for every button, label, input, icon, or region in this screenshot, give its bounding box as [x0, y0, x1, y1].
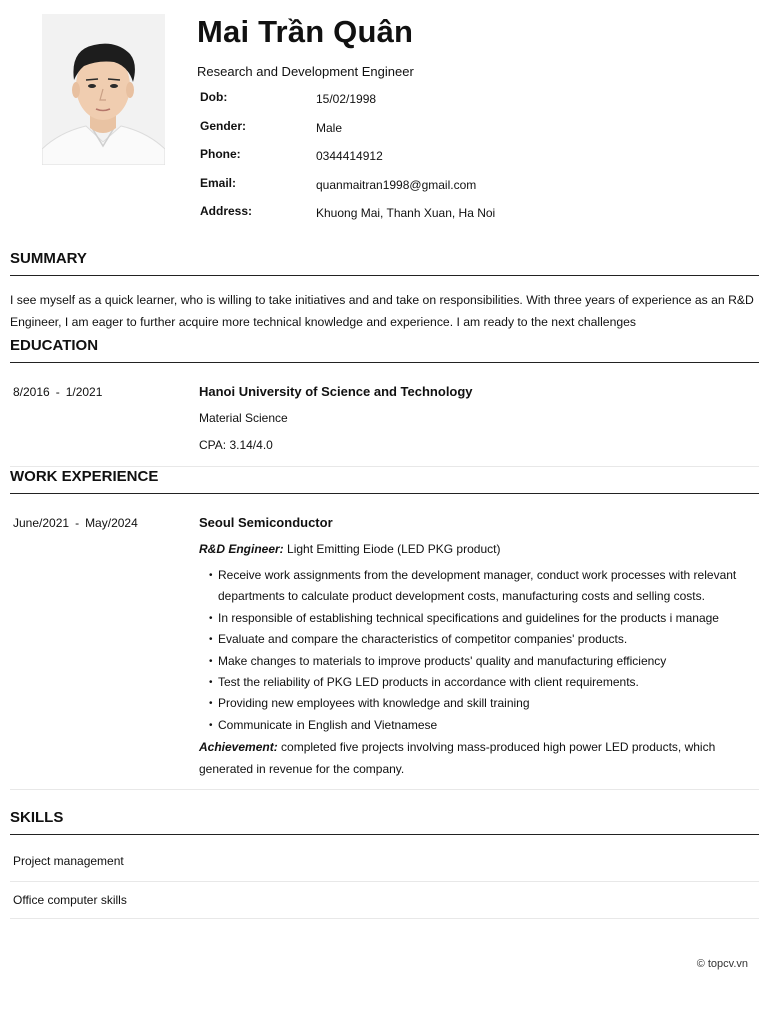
work-heading: WORK EXPERIENCE: [10, 468, 159, 485]
skills-heading: SKILLS: [10, 809, 64, 826]
list-item: • In responsible of establishing technical specifications and guidelines for the products i manage: [199, 608, 759, 629]
candidate-name: Mai Trần Quân: [197, 14, 414, 49]
summary-text: I see myself as a quick learner, who is willing to take initiatives and and take on responsibilities. With three years of experience as an R&D Engineer, I am eager to further acquire more technical knowledge and experience. I am ready to the next challenges: [10, 293, 754, 329]
list-item: • Test the reliability of PKG LED products in accordance with client requirements.: [199, 672, 759, 693]
duties-list: [199, 565, 759, 736]
role-detail: Light Emitting Eiode (LED PKG product): [283, 542, 501, 556]
info-row-address: [200, 202, 495, 231]
education-school: Hanoi University of Science and Technology: [199, 384, 473, 399]
education-cpa: CPA: 3.14/4.0: [199, 438, 273, 452]
info-row-dob: [200, 88, 495, 117]
role-label: R&D Engineer:: [199, 542, 284, 556]
list-item: • Make changes to materials to improve products' quality and manufacturing efficiency: [199, 651, 759, 672]
list-item: • Communicate in English and Vietnamese: [199, 715, 759, 736]
avatar-portrait-icon: [42, 14, 165, 165]
skill-item: Office computer skills: [13, 893, 127, 907]
work-start: June/2021: [13, 516, 70, 530]
entry-divider: [10, 918, 759, 919]
skill-item: Project management: [13, 854, 124, 868]
info-row-phone: [200, 145, 495, 174]
entry-divider: [10, 789, 759, 790]
section-divider: [10, 493, 759, 494]
achievement-text: completed five projects involving mass-produced high power LED products, which generated in revenue for the company.: [199, 740, 716, 776]
entry-divider: [10, 881, 759, 882]
section-divider: [10, 834, 759, 835]
candidate-title: Research and Development Engineer: [197, 64, 414, 79]
section-divider: [10, 362, 759, 363]
summary-heading: SUMMARY: [10, 250, 87, 267]
education-period: [13, 385, 102, 399]
info-value: 15/02/1998: [316, 92, 377, 106]
info-label: Phone:: [200, 147, 241, 161]
education-end: 1/2021: [65, 385, 103, 399]
work-role: [199, 542, 500, 556]
info-label: Address:: [200, 204, 253, 218]
entry-divider: [10, 466, 759, 467]
education-start: 8/2016: [13, 385, 50, 399]
info-value: 0344414912: [316, 149, 383, 163]
work-achievement: [199, 736, 754, 780]
info-value: quanmaitran1998@gmail.com: [316, 177, 477, 192]
education-heading: EDUCATION: [10, 337, 99, 354]
topcv-credit: © topcv.vn: [696, 958, 748, 970]
list-item: • Providing new employees with knowledge and skill training: [199, 693, 759, 714]
achievement-label: Achievement:: [199, 740, 278, 754]
info-label: Dob:: [200, 90, 228, 104]
info-value: Male: [316, 120, 343, 135]
work-company: Seoul Semiconductor: [199, 515, 333, 530]
personal-info-table: [200, 88, 495, 231]
info-value: Khuong Mai, Thanh Xuan, Ha Noi: [316, 206, 496, 220]
info-label: Gender:: [200, 118, 247, 133]
period-separator: -: [75, 516, 80, 530]
list-item: • Receive work assignments from the development manager, conduct work processes with relevant departments to calculate product development costs, manufacturing costs and selling costs.: [199, 565, 759, 608]
info-row-email: [200, 174, 495, 203]
profile-photo: [42, 14, 165, 165]
period-separator: -: [55, 385, 60, 399]
info-row-gender: [200, 117, 495, 146]
work-end: May/2024: [85, 516, 138, 530]
work-period: [13, 516, 138, 530]
list-item: • Evaluate and compare the characteristics of competitor companies' products.: [199, 629, 759, 650]
section-divider: [10, 275, 759, 276]
info-label: Email:: [200, 175, 237, 190]
education-major: Material Science: [199, 411, 288, 425]
